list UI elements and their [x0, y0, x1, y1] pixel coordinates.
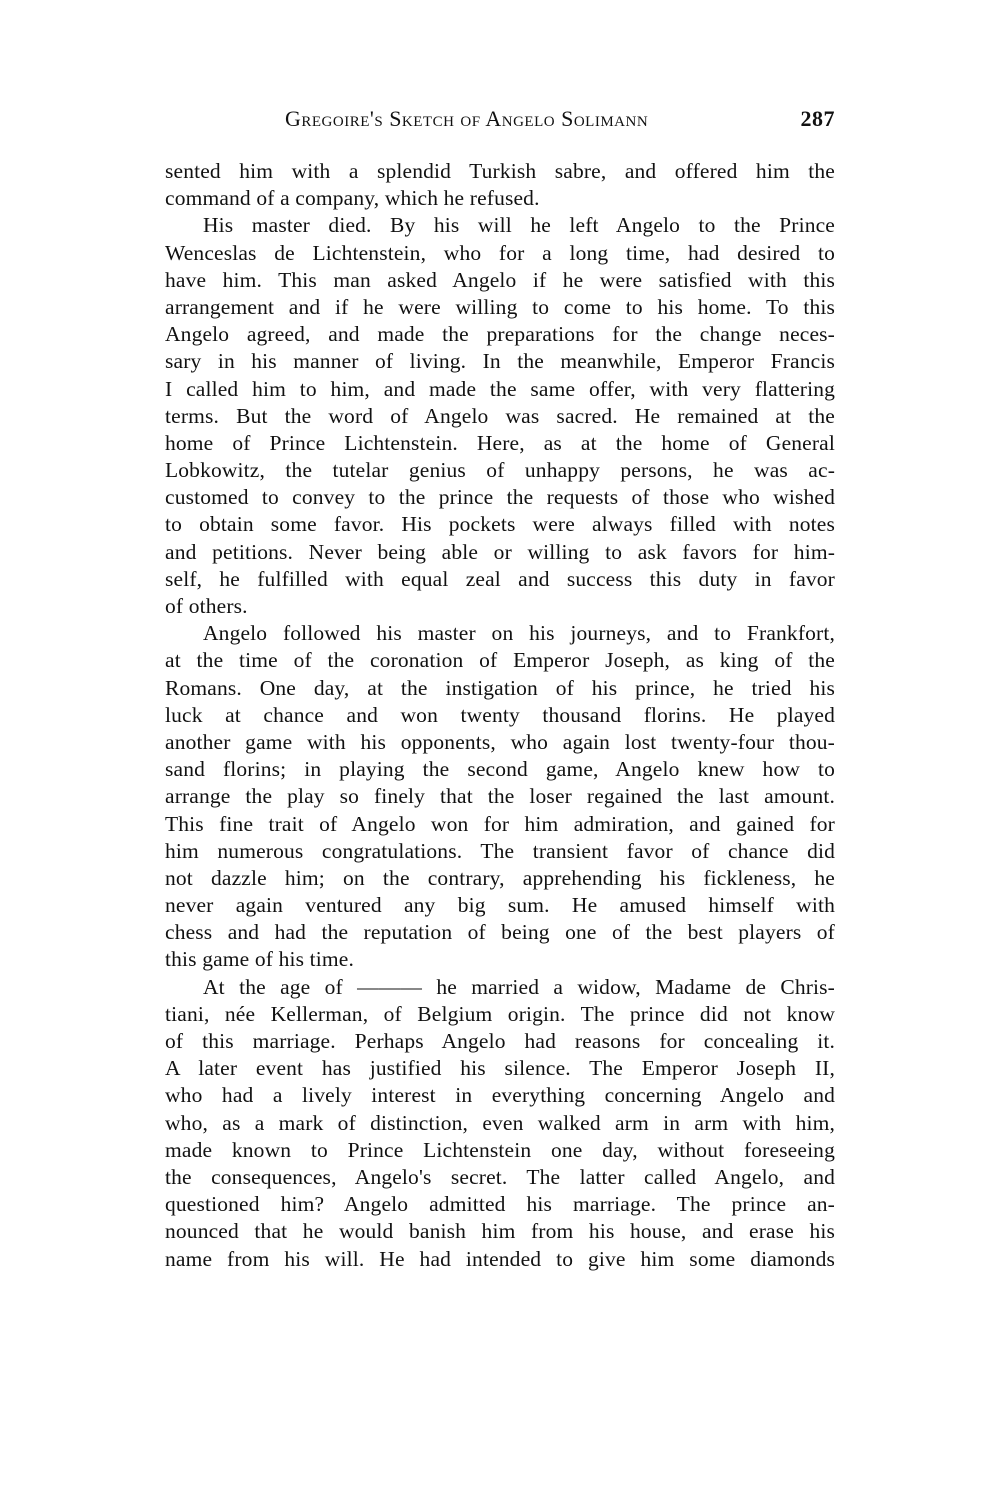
text-line: questioned him? Angelo admitted his marriage. The prince an-	[165, 1192, 835, 1217]
text-line: made known to Prince Lichtenstein one day, without foreseeing	[165, 1137, 835, 1162]
text-line: Romans. One day, at the instigation of his prince, he tried his	[165, 675, 835, 700]
running-title: Gregoire's Sketch of Angelo Solimann	[285, 106, 649, 131]
paragraph-first-line: At the age of ——— he married a widow, Madame de Chris-	[203, 974, 835, 999]
running-head	[165, 106, 835, 136]
text-line: arrangement and if he were willing to come to his home. To this	[165, 294, 835, 319]
text-line: A later event has justified his silence. The Emperor Joseph II,	[165, 1056, 835, 1081]
text-line: sary in his manner of living. In the meanwhile, Emperor Francis	[165, 349, 835, 374]
text-line: at the time of the coronation of Emperor Joseph, as king of the	[165, 648, 835, 673]
text-line: the consequences, Angelo's secret. The latter called Angelo, and	[165, 1164, 835, 1189]
text-line: This fine trait of Angelo won for him admiration, and gained for	[165, 811, 835, 836]
text-line: command of a company, which he refused.	[165, 186, 540, 211]
text-line: of others.	[165, 594, 248, 618]
text-line: Wenceslas de Lichtenstein, who for a long time, had desired to	[165, 240, 835, 265]
text-line: this game of his time.	[165, 947, 355, 972]
page-number: 287	[800, 106, 835, 131]
text-line: sand florins; in playing the second game, Angelo knew how to	[165, 757, 835, 782]
text-line: Angelo agreed, and made the preparations for the change neces-	[165, 322, 835, 347]
paragraph-first-line: His master died. By his will he left Angelo to the Prince	[203, 213, 835, 238]
text-line: sented him with a splendid Turkish sabre, and offered him the	[165, 159, 835, 183]
text-line: another game with his opponents, who again lost twenty-four thou-	[165, 729, 835, 754]
text-line: customed to convey to the prince the requests of those who wished	[165, 485, 835, 510]
text-line: not dazzle him; on the contrary, apprehending his fickleness, he	[165, 865, 835, 890]
text-line: terms. But the word of Angelo was sacred. He remained at the	[165, 403, 835, 428]
text-line: who had a lively interest in everything concerning Angelo and	[165, 1083, 835, 1108]
text-line: who, as a mark of distinction, even walked arm in arm with him,	[165, 1110, 835, 1135]
text-line: I called him to him, and made the same offer, with very flattering	[165, 376, 835, 401]
text-line: him numerous congratulations. The transient favor of chance did	[165, 838, 835, 863]
text-line: never again ventured any big sum. He amused himself with	[165, 893, 835, 918]
text-line: to obtain some favor. His pockets were always filled with notes	[165, 512, 835, 537]
body-text	[165, 158, 835, 1273]
text-line: chess and had the reputation of being one of the best players of	[165, 920, 835, 945]
text-line: self, he fulfilled with equal zeal and success this duty in favor	[165, 566, 835, 591]
text-line: home of Prince Lichtenstein. Here, as at the home of General	[165, 430, 835, 455]
paragraph-first-line: Angelo followed his master on his journeys, and to Frankfort,	[203, 621, 835, 646]
text-line: arrange the play so finely that the loser regained the last amount.	[165, 784, 835, 809]
text-line: nounced that he would banish him from his house, and erase his	[165, 1219, 835, 1244]
text-line: and petitions. Never being able or willing to ask favors for him-	[165, 539, 835, 564]
text-line: of this marriage. Perhaps Angelo had reasons for concealing it.	[165, 1029, 835, 1053]
text-line: tiani, née Kellerman, of Belgium origin. The prince did not know	[165, 1001, 835, 1026]
text-line: luck at chance and won twenty thousand florins. He played	[165, 702, 835, 727]
text-line: have him. This man asked Angelo if he were satisfied with this	[165, 267, 835, 292]
text-line: Lobkowitz, the tutelar genius of unhappy persons, he was ac-	[165, 458, 835, 483]
text-line: name from his will. He had intended to give him some diamonds	[165, 1246, 835, 1271]
